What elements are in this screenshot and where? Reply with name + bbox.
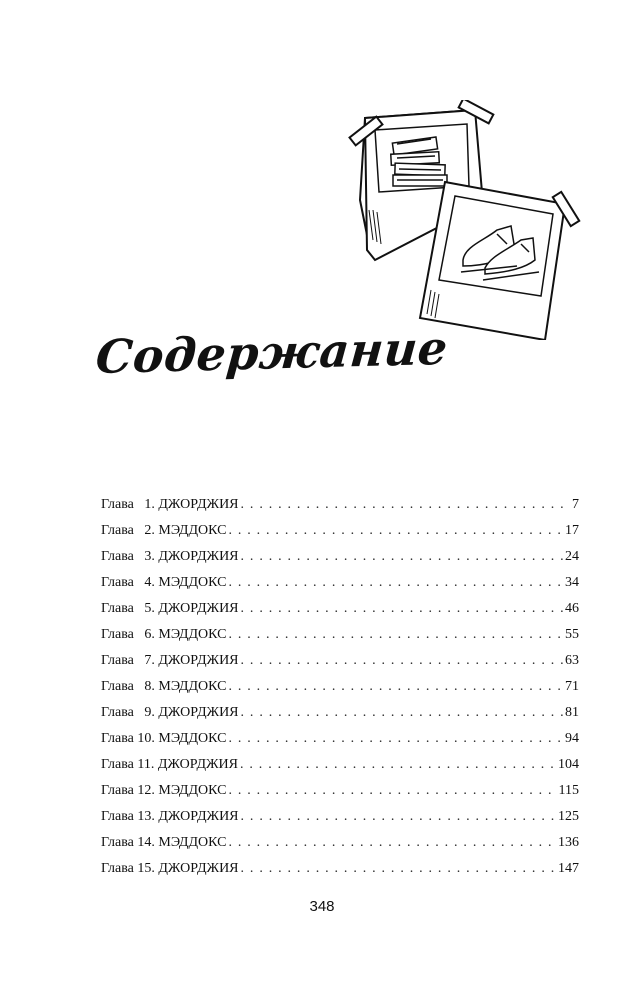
toc-dot-leader: [228, 830, 556, 856]
toc-entry: [101, 596, 579, 622]
toc-entry-page: 81: [565, 705, 579, 720]
toc-dot-leader: [241, 544, 563, 570]
toc-entry-page: 136: [558, 835, 579, 850]
polaroid-illustration: [335, 100, 595, 340]
toc-entry: [101, 752, 579, 778]
toc-entry-page: 71: [565, 679, 579, 694]
toc-entry-label: Глава 3. ДЖОРДЖИЯ: [101, 549, 239, 564]
table-of-contents: [101, 492, 579, 882]
toc-entry-label: Глава 4. МЭДДОКС: [101, 575, 227, 590]
toc-entry-label: Глава 7. ДЖОРДЖИЯ: [101, 653, 239, 668]
toc-entry-page: 115: [558, 783, 579, 798]
toc-dot-leader: [241, 492, 570, 518]
toc-entry-page: 104: [558, 757, 579, 772]
toc-entry-page: 7: [572, 497, 579, 512]
toc-entry-label: Глава 1. ДЖОРДЖИЯ: [101, 497, 239, 512]
toc-dot-leader: [228, 622, 563, 648]
toc-entry: [101, 544, 579, 570]
toc-entry: [101, 648, 579, 674]
toc-dot-leader: [241, 856, 556, 882]
toc-entry-page: 34: [565, 575, 579, 590]
toc-dot-leader: [228, 518, 563, 544]
toc-dot-leader: [228, 778, 556, 804]
toc-entry-label: Глава 12. МЭДДОКС: [101, 783, 227, 798]
toc-entry-label: Глава 11. ДЖОРДЖИЯ: [101, 757, 238, 772]
toc-entry: [101, 778, 579, 804]
toc-entry-page: 46: [565, 601, 579, 616]
toc-entry-label: Глава 10. МЭДДОКС: [101, 731, 227, 746]
toc-entry-label: Глава 8. МЭДДОКС: [101, 679, 227, 694]
toc-dot-leader: [240, 752, 556, 778]
toc-dot-leader: [241, 700, 563, 726]
toc-entry-page: 63: [565, 653, 579, 668]
toc-entry-label: Глава 2. МЭДДОКС: [101, 523, 227, 538]
toc-entry: [101, 570, 579, 596]
toc-entry-page: 125: [558, 809, 579, 824]
toc-entry: [101, 674, 579, 700]
toc-entry: [101, 856, 579, 882]
toc-entry-page: 94: [565, 731, 579, 746]
toc-entry-label: Глава 5. ДЖОРДЖИЯ: [101, 601, 239, 616]
toc-entry: [101, 492, 579, 518]
toc-entry-page: 17: [565, 523, 579, 538]
toc-entry-label: Глава 9. ДЖОРДЖИЯ: [101, 705, 239, 720]
toc-dot-leader: [241, 804, 556, 830]
skates-polaroid-icon: [420, 182, 579, 340]
toc-entry-page: 147: [558, 861, 579, 876]
toc-entry: [101, 726, 579, 752]
toc-dot-leader: [241, 596, 563, 622]
toc-entry: [101, 830, 579, 856]
toc-entry-label: Глава 13. ДЖОРДЖИЯ: [101, 809, 239, 824]
toc-entry: [101, 700, 579, 726]
toc-dot-leader: [228, 674, 563, 700]
toc-entry: [101, 622, 579, 648]
toc-entry: [101, 804, 579, 830]
page-title: Содержание: [93, 320, 450, 385]
toc-entry-label: Глава 14. МЭДДОКС: [101, 835, 227, 850]
toc-entry-label: Глава 15. ДЖОРДЖИЯ: [101, 861, 239, 876]
toc-dot-leader: [241, 648, 563, 674]
toc-entry-label: Глава 6. МЭДДОКС: [101, 627, 227, 642]
toc-dot-leader: [228, 726, 563, 752]
toc-entry-page: 55: [565, 627, 579, 642]
toc-dot-leader: [228, 570, 563, 596]
page-number: 348: [309, 898, 335, 915]
toc-entry-page: 24: [565, 549, 579, 564]
toc-entry: [101, 518, 579, 544]
